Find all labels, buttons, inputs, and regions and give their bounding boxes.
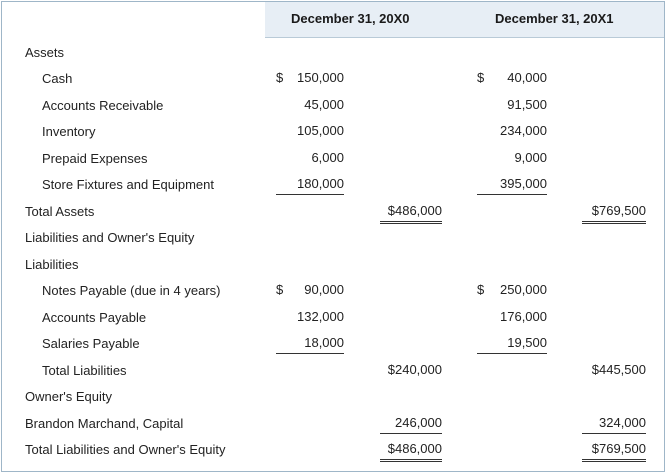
- value-20x0: [276, 148, 344, 168]
- amount: 105,000: [297, 123, 344, 138]
- row-label: Cash: [42, 71, 73, 86]
- amount: 180,000: [297, 176, 344, 191]
- row-label: Total Liabilities and Owner's Equity: [25, 442, 226, 457]
- value-20x0: [276, 68, 344, 88]
- amount: 150,000: [297, 70, 344, 85]
- section-liab-equity-row: [2, 225, 662, 251]
- amount: 234,000: [500, 123, 547, 138]
- row-label: Brandon Marchand, Capital: [25, 416, 184, 431]
- amount: 40,000: [507, 70, 547, 85]
- amount: 90,000: [304, 282, 344, 297]
- value-20x0: [276, 174, 344, 195]
- value-20x1: [477, 280, 547, 300]
- currency-symbol: $: [477, 70, 485, 85]
- section-assets-row: [2, 40, 662, 66]
- section-assets-label: Assets: [25, 45, 65, 60]
- currency-symbol: $: [276, 70, 284, 85]
- value-20x1: [477, 307, 547, 327]
- amount: 9,000: [514, 150, 547, 165]
- value-20x0: [276, 280, 344, 300]
- amount: 91,500: [507, 97, 547, 112]
- total-20x1: $445,500: [591, 362, 646, 377]
- amount: 176,000: [500, 309, 547, 324]
- section-liabilities-label: Liabilities: [25, 257, 79, 272]
- row-label: Inventory: [42, 124, 96, 139]
- table-row: [2, 437, 662, 463]
- total-20x0: $486,000: [380, 439, 442, 462]
- value-20x1: [477, 68, 547, 88]
- total-20x1: $769,500: [582, 201, 646, 224]
- value-20x1: [477, 121, 547, 141]
- row-label: Store Fixtures and Equipment: [42, 177, 214, 192]
- value-20x1: [477, 148, 547, 168]
- value-20x1: [477, 95, 547, 115]
- table-row: [2, 331, 662, 357]
- row-label: Total Liabilities: [42, 363, 127, 378]
- row-label: Prepaid Expenses: [42, 151, 148, 166]
- table-row: [2, 411, 662, 437]
- amount: 19,500: [507, 335, 547, 350]
- table-row: [2, 199, 662, 225]
- table-row: [2, 146, 662, 172]
- amount: 18,000: [304, 335, 344, 350]
- currency-symbol: $: [477, 282, 485, 297]
- table-row: [2, 119, 662, 145]
- total-20x0: $240,000: [387, 362, 442, 377]
- value-20x0: [276, 95, 344, 115]
- value-20x0: [276, 333, 344, 354]
- value-20x1: 324,000: [582, 413, 646, 434]
- table-row: [2, 305, 662, 331]
- row-label: Salaries Payable: [42, 336, 140, 351]
- row-label: Accounts Payable: [42, 310, 147, 325]
- amount: 132,000: [297, 309, 344, 324]
- table-row: [2, 358, 662, 384]
- amount: 45,000: [304, 97, 344, 112]
- row-label: Accounts Receivable: [42, 98, 164, 113]
- value-20x0: 246,000: [380, 413, 442, 434]
- balance-sheet-table: [1, 1, 665, 472]
- row-label: Notes Payable (due in 4 years): [42, 283, 221, 298]
- section-owners-equity-row: [2, 384, 662, 410]
- column-header-20x0: December 31, 20X0: [291, 11, 410, 26]
- amount: 395,000: [500, 176, 547, 191]
- currency-symbol: $: [276, 282, 284, 297]
- amount: 250,000: [500, 282, 547, 297]
- section-liab-equity-label: Liabilities and Owner's Equity: [25, 230, 195, 245]
- column-header-bar: [265, 2, 664, 38]
- table-row: [2, 66, 662, 92]
- table-row: [2, 93, 662, 119]
- amount: 6,000: [311, 150, 344, 165]
- value-20x1: [477, 333, 547, 354]
- row-label: Total Assets: [25, 204, 95, 219]
- value-20x0: [276, 307, 344, 327]
- total-20x1: $769,500: [582, 439, 646, 462]
- total-20x0: $486,000: [380, 201, 442, 224]
- value-20x0: [276, 121, 344, 141]
- section-owners-equity-label: Owner's Equity: [25, 389, 113, 404]
- section-liabilities-row: [2, 252, 662, 278]
- table-row: [2, 278, 662, 304]
- table-row: [2, 172, 662, 198]
- column-header-20x1: December 31, 20X1: [495, 11, 614, 26]
- value-20x1: [477, 174, 547, 195]
